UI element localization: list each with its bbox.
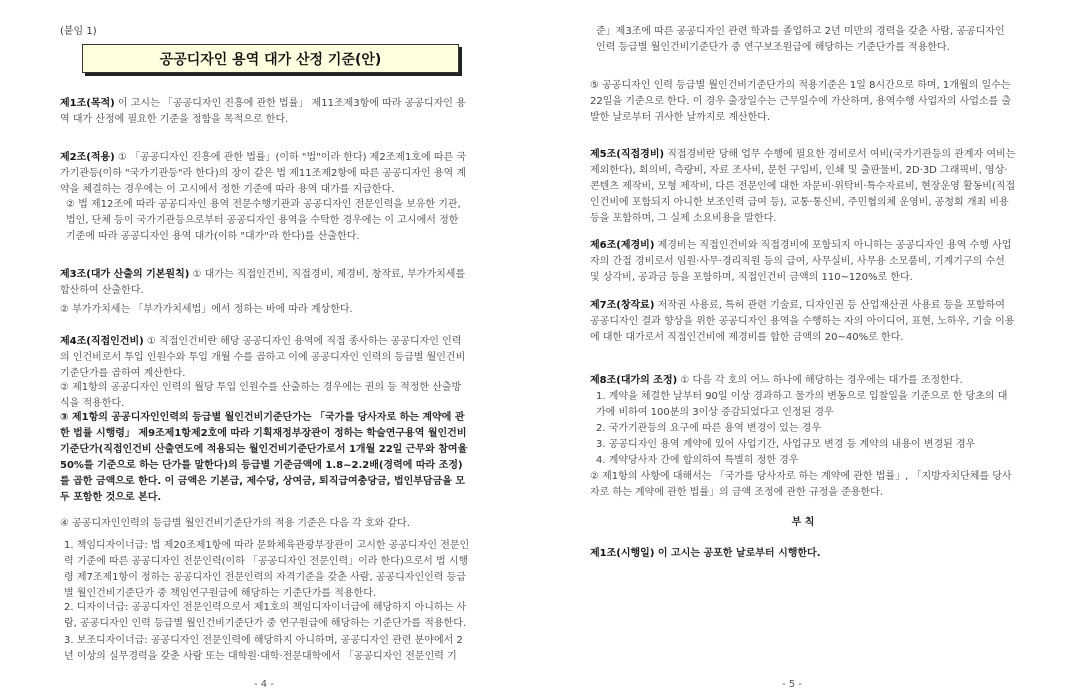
article-8-item-2: 2. 국가기관등의 요구에 따른 용역 변경이 있는 경우 <box>596 423 821 434</box>
page-number-right: - 5 - <box>782 679 802 690</box>
article-4-para-3: ③ 제1항의 공공디자인인력의 등급별 월인건비기준단가는 「국가를 당사자로 하는 계약에 관한 법률 시행령」 제9조제1항제2호에 따라 기획재정부장관이 정하는 학술연구용역 월인건비기준단가(직접인건비 산출연도에 적용되는 월인건비기준단가로서 1개월 22일 근무와 참여율 50%를 기준으로 하는 단가를 말한다)의 등급별 기준금액에 1.8~2.2배(경력에 따라 조정)를 곱한 금액으로 한다. 이 금액은 기본급, 제수당, 상여금, 퇴직급여충당금, 법인부담금을 모두 포함한 것으로 본다. <box>60 412 468 503</box>
article-3-heading: 제3조(대가 산출의 기본원칙) <box>60 269 190 280</box>
attachment-label: (붙임 1) <box>60 26 97 37</box>
article-8-para-1-text: ① 다음 각 호의 어느 하나에 해당하는 경우에는 대가를 조정한다. <box>677 375 963 386</box>
article-3-para-1 <box>60 267 470 299</box>
article-2-para-1-text: ① 「공공디자인 진흥에 관한 법률」(이하 "법"이라 한다) 제2조제1호에 따른 국가기관등(이하 "국가기관등"라 한다)의 장이 같은 법 제11조제2항에 따른 공공디자인 용역 계약을 체결하는 경우에는 이 고시에서 정한 기준에 따라 용역 대가를 지급한다. <box>60 152 467 195</box>
article-5-text: 직접경비란 당해 업무 수행에 필요한 경비로서 여비(국가기관등의 관계자 여비는 제외한다), 회의비, 측량비, 자료 조사비, 문헌 구입비, 인쇄 및 출판물비, 2D·3D 그래픽비, 영상·콘텐츠 제작비, 모형 제작비, 다른 전문인에 대한 자문비·위탁비·특수자료비, 현장운영 활동비(직접인건비에 포함되지 아니한 보조인력 급여 등), 교통·통신비, 주민협의체 운영비, 공청회 개최 비용 등을 포함하며, 그 실제 소요비용을 말한다. <box>590 149 1016 224</box>
page-number-left: - 4 - <box>254 679 274 690</box>
article-5-heading: 제5조(직접경비) <box>590 149 665 160</box>
supplementary-provisions-title: 부 칙 <box>791 517 815 528</box>
article-3-para-2: ② 부가가치세는 「부가가치세법」에서 정하는 바에 따라 계상한다. <box>60 304 353 315</box>
article-1-text: 이 고시는 「공공디자인 진흥에 관한 법률」 제11조제3항에 따라 공공디자인 용역 대가 산정에 필요한 기준을 정함을 목적으로 한다. <box>60 98 466 125</box>
article-5 <box>590 147 1016 227</box>
article-4-item-3: 3. 보조디자이너급: 공공디자인 전문인력에 해당하지 아니하며, 공공디자인 관련 분야에서 2년 이상의 실무경력을 갖춘 사람 또는 대학원·대학·전문대학에서 「공공디자인 전문인력 기 <box>64 635 463 662</box>
document-title-box <box>82 44 459 73</box>
article-6-heading: 제6조(제경비) <box>590 240 655 251</box>
article-4-item-2: 2. 디자이너급: 공공디자인 전문인력으로서 제1호의 책임디자이너급에 해당하지 아니하는 사람, 공공디자인 인력 등급별 월인건비기준단가 중 연구원급에 해당하는 기준단가를 적용한다. <box>64 602 467 629</box>
article-4-item-3-continued: 준」제3조에 따른 공공디자인 관련 학과를 졸업하고 2년 미만의 경력을 갖춘 사람, 공공디자인 인력 등급별 월인건비기준단가 중 연구보조원급에 해당하는 기준단가를 적용한다. <box>596 26 1005 53</box>
article-4-para-1-text: ① 직접인건비란 해당 공공디자인 용역에 직접 종사하는 공공디자인 인력의 인건비로서 투입 인원수와 투입 개월 수를 곱하고 이에 공공디자인 인력의 등급별 월인건비기준단가를 곱하여 계산한다. <box>60 336 466 379</box>
article-2-para-1 <box>60 150 470 198</box>
article-7-heading: 제7조(창작료) <box>590 300 655 311</box>
article-8-item-1: 1. 계약을 체결한 날부터 90일 이상 경과하고 물가의 변동으로 입찰일을 기준으로 한 당초의 대가에 비하여 100분의 3이상 증감되었다고 인정된 경우 <box>596 391 1008 418</box>
article-6 <box>590 238 1016 286</box>
article-7 <box>590 298 1016 346</box>
article-8-item-3: 3. 공공디자인 용역 계약에 있어 사업기간, 사업규모 변경 등 계약의 내용이 변경된 경우 <box>596 439 976 450</box>
article-4-item-1: 1. 책임디자이너급: 법 제20조제1항에 따라 문화체육관광부장관이 고시한 공공디자인 전문인력 기준에 따른 공공디자인 전문인력(이하 「공공디자인 전문인력」이라 한다)으로서 법 시행령 제7조제1항이 정하는 공공디자인 전문인력의 자격기준을 갖춘 사람, 공공디자인인력 등급별 월인건비기준단가 중 책임연구원급에 해당하는 기준단가를 적용한다. <box>64 540 470 599</box>
article-4-para-2: ② 제1항의 공공디자인 인력의 월당 투입 인원수를 산출하는 경우에는 권의 등 적정한 산출방식을 적용한다. <box>60 382 462 409</box>
article-4-para-1 <box>60 334 470 382</box>
article-3-para-1-text: ① 대가는 직접인건비, 직접경비, 제경비, 창작료, 부가가치세를 합산하여 산출한다. <box>60 269 466 296</box>
document-title: 공공디자인 용역 대가 산정 기준(안) <box>159 51 382 68</box>
right-page <box>540 0 1080 700</box>
article-8-para-1 <box>590 373 1016 389</box>
supplementary-article-1 <box>590 546 1016 562</box>
article-8-heading: 제8조(대가의 조정) <box>590 375 678 386</box>
article-2-para-2: ② 법 제12조에 따라 공공디자인 용역 전문수행기관과 공공디자인 전문인력을 보유한 기관, 법인, 단체 등이 국가기관등으로부터 공공디자인 용역을 수탁한 경우에는 이 고시에서 정한 기준에 따라 공공디자인 용역 대가(이하 "대가"라 한다)를 산출한다. <box>66 199 461 242</box>
article-1-heading: 제1조(목적) <box>60 98 115 109</box>
article-4-para-4: ④ 공공디자인인력의 등급별 월인건비기준단가의 적용 기준은 다음 각 호와 같다. <box>60 518 410 529</box>
article-1 <box>60 96 470 128</box>
supplementary-article-1-text: 이 고시는 공포한 날로부터 시행한다. <box>654 548 821 559</box>
article-7-text: 저작권 사용료, 특허 관련 기술료, 디자인권 등 산업재산권 사용료 등을 포함하여 공공디자인 결과 향상을 위한 공공디자인 용역을 수행하는 자의 아이디어, 표현, 노하우, 기술 이용에 대한 대가로서 직접인건비에 제경비를 합한 금액의 20~40%로 한다. <box>590 300 1015 343</box>
supplementary-article-1-heading: 제1조(시행일) <box>590 548 655 559</box>
article-2-heading: 제2조(적용) <box>60 152 115 163</box>
article-8-para-2: ② 제1항의 사항에 대해서는 「국가를 당사자로 하는 계약에 관한 법률」, 「지방자치단체를 당사자로 하는 계약에 관한 법률」의 금액 조정에 관한 규정을 준용한다. <box>590 471 1012 498</box>
article-4-heading: 제4조(직접인건비) <box>60 336 144 347</box>
article-8-item-4: 4. 계약당사자 간에 합의하여 특별히 정한 경우 <box>596 455 799 466</box>
article-4-para-5: ⑤ 공공디자인 인력 등급별 월인건비기준단가의 적용기준은 1일 8시간으로 하며, 1개월의 일수는 22일을 기준으로 한다. 이 경우 출장일수는 근무일수에 가산하며, 용역수행 사업자의 사업소를 출발한 날로부터 귀사한 날까지로 계산한다. <box>590 80 1012 123</box>
article-6-text: 제경비는 직접인건비와 직접경비에 포함되지 아니하는 공공디자인 용역 수행 사업자의 간접 경비로서 임원·사무·경리직원 등의 급여, 사무실비, 사무용 소모품비, 기계기구의 수선 및 상각비, 공과금 등을 포함하며, 직접인건비 금액의 110~120%로 한다. <box>590 240 1012 283</box>
